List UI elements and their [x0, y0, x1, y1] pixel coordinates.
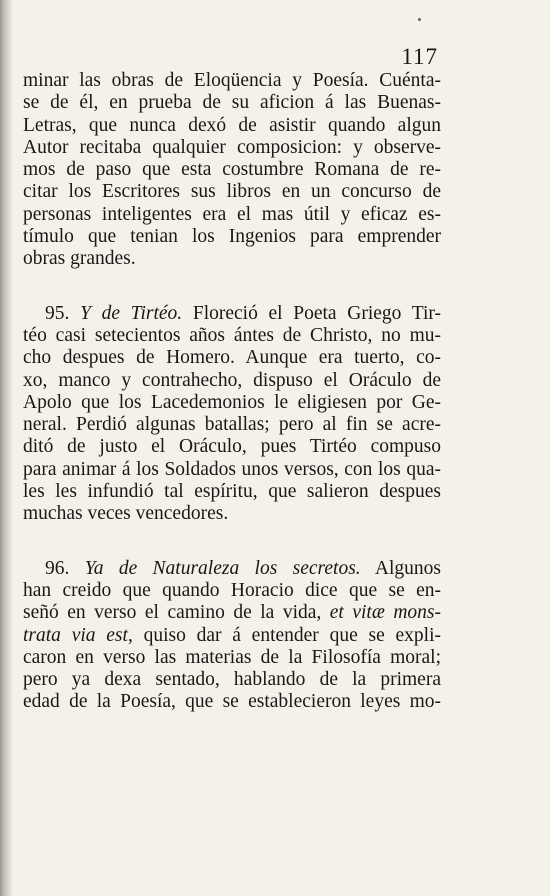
text-line: Apolo que los Lacedemonios le eligiesen por Ge- — [23, 391, 441, 413]
paragraph-continuation — [23, 70, 441, 271]
text-fragment: , quiso dar á entender que se expli- — [127, 624, 441, 646]
text-line: mos de paso que esta costumbre Romana de re- — [23, 159, 441, 181]
text-line: tímulo que tenian los Ingenios para emprender — [23, 226, 441, 248]
text-line — [23, 558, 441, 580]
lemma: Y de Tirtéo. — [80, 302, 183, 324]
book-spine-shadow — [0, 0, 12, 896]
paragraph-number: 96. — [45, 557, 70, 579]
text-line: muchas veces vencedores. — [23, 503, 229, 525]
text-line: edad de la Poesía, que se establecieron leyes mo- — [23, 691, 441, 713]
text-line: Autor recitaba qualquier composicion: y observe- — [23, 136, 441, 158]
text-line: citar los Escritores sus libros en un concurso de — [23, 181, 441, 203]
latin-quote: trata via est — [23, 624, 128, 646]
text-line: caron en verso las materias de la Filosofía moral; — [23, 646, 441, 668]
paragraph-number: 95. — [45, 302, 70, 324]
text-line: para animar á los Soldados unos versos, con los qua- — [23, 458, 441, 480]
text-line: neral. Perdió algunas batallas; pero al fin se acre- — [23, 414, 441, 436]
text-line: ditó de justo el Oráculo, pues Tirtéo compuso — [23, 436, 441, 458]
text-line: han creido que quando Horacio dice que se en- — [23, 579, 441, 601]
lemma: Ya de Naturaleza los secretos. — [84, 557, 361, 579]
text-line: Letras, que nunca dexó de asistir quando algun — [23, 114, 441, 136]
text-line — [23, 625, 441, 647]
paragraph-96 — [23, 558, 441, 714]
latin-quote: et vitæ mons- — [329, 602, 442, 624]
text-line: minar las obras de Eloqüencia y Poesía. Cuénta- — [23, 70, 441, 91]
text-line: téo casi setecientos años ántes de Christo, no mu- — [23, 324, 441, 346]
text-line: obras grandes. — [23, 248, 136, 270]
text-line — [23, 303, 441, 325]
text-line — [23, 602, 441, 624]
text-line: les les infundió tal espíritu, que salieron despues — [23, 481, 441, 503]
text-line: personas inteligentes era el mas útil y eficaz es- — [23, 203, 441, 225]
text-line: pero ya dexa sentado, hablando de la primera — [23, 669, 441, 691]
paragraph-95 — [23, 303, 441, 526]
text-line: se de él, en prueba de su aficion á las Buenas- — [23, 92, 441, 114]
paper-speck — [418, 18, 421, 21]
text-fragment: Algunos — [374, 557, 441, 579]
page-text — [23, 70, 441, 714]
text-fragment: señó en verso el camino de la vida, — [23, 602, 322, 624]
text-line: xo, manco y contrahecho, dispuso el Oráculo de — [23, 369, 441, 391]
text-line: cho despues de Homero. Aunque era tuerto, co- — [23, 347, 441, 369]
text-fragment: Floreció el Poeta Griego Tir- — [192, 302, 441, 324]
page-number: 117 — [401, 44, 438, 69]
